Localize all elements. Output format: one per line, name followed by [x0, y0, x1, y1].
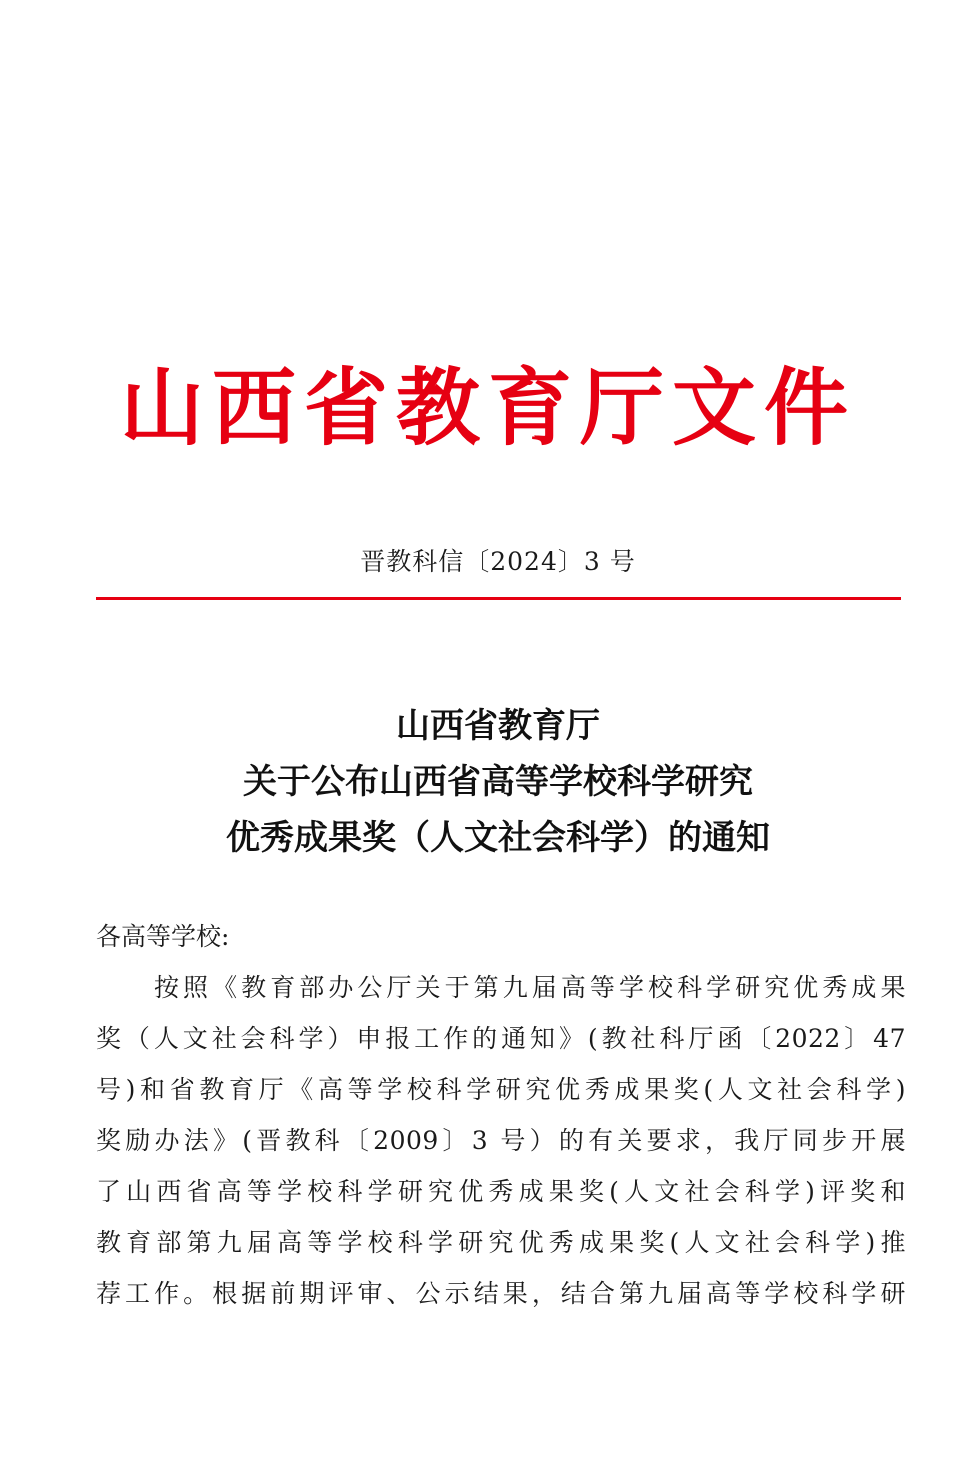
body-line: 按照《教育部办公厅关于第九届高等学校科学研究优秀成果 [154, 973, 906, 1002]
document-number: 晋教科信〔2024〕3 号 [360, 547, 636, 576]
notice-title-line-1: 山西省教育厅 [396, 706, 600, 746]
notice-title [0, 698, 976, 866]
masthead-title: 山西省教育厅文件 [119, 359, 856, 457]
notice-title-line-2: 关于公布山西省高等学校科学研究 [243, 762, 753, 802]
body-line: 奖（人文社会科学）申报工作的通知》(教社科厅函〔2022〕47 [96, 1024, 906, 1053]
body-line: 教育部第九届高等学校科学研究优秀成果奖(人文社会科学)推 [96, 1228, 906, 1257]
body-paragraph [96, 962, 906, 1319]
salutation: 各高等学校: [96, 922, 230, 951]
body-line: 奖励办法》(晋教科〔2009〕3 号）的有关要求，我厅同步开展 [96, 1126, 906, 1155]
body-line: 荐工作。根据前期评审、公示结果，结合第九届高等学校科学研 [96, 1279, 906, 1308]
red-divider-rule [96, 597, 901, 600]
body-line: 号)和省教育厅《高等学校科学研究优秀成果奖(人文社会科学) [96, 1075, 906, 1104]
notice-title-line-3: 优秀成果奖（人文社会科学）的通知 [226, 818, 770, 858]
body-line: 了山西省高等学校科学研究优秀成果奖(人文社会科学)评奖和 [96, 1177, 906, 1206]
